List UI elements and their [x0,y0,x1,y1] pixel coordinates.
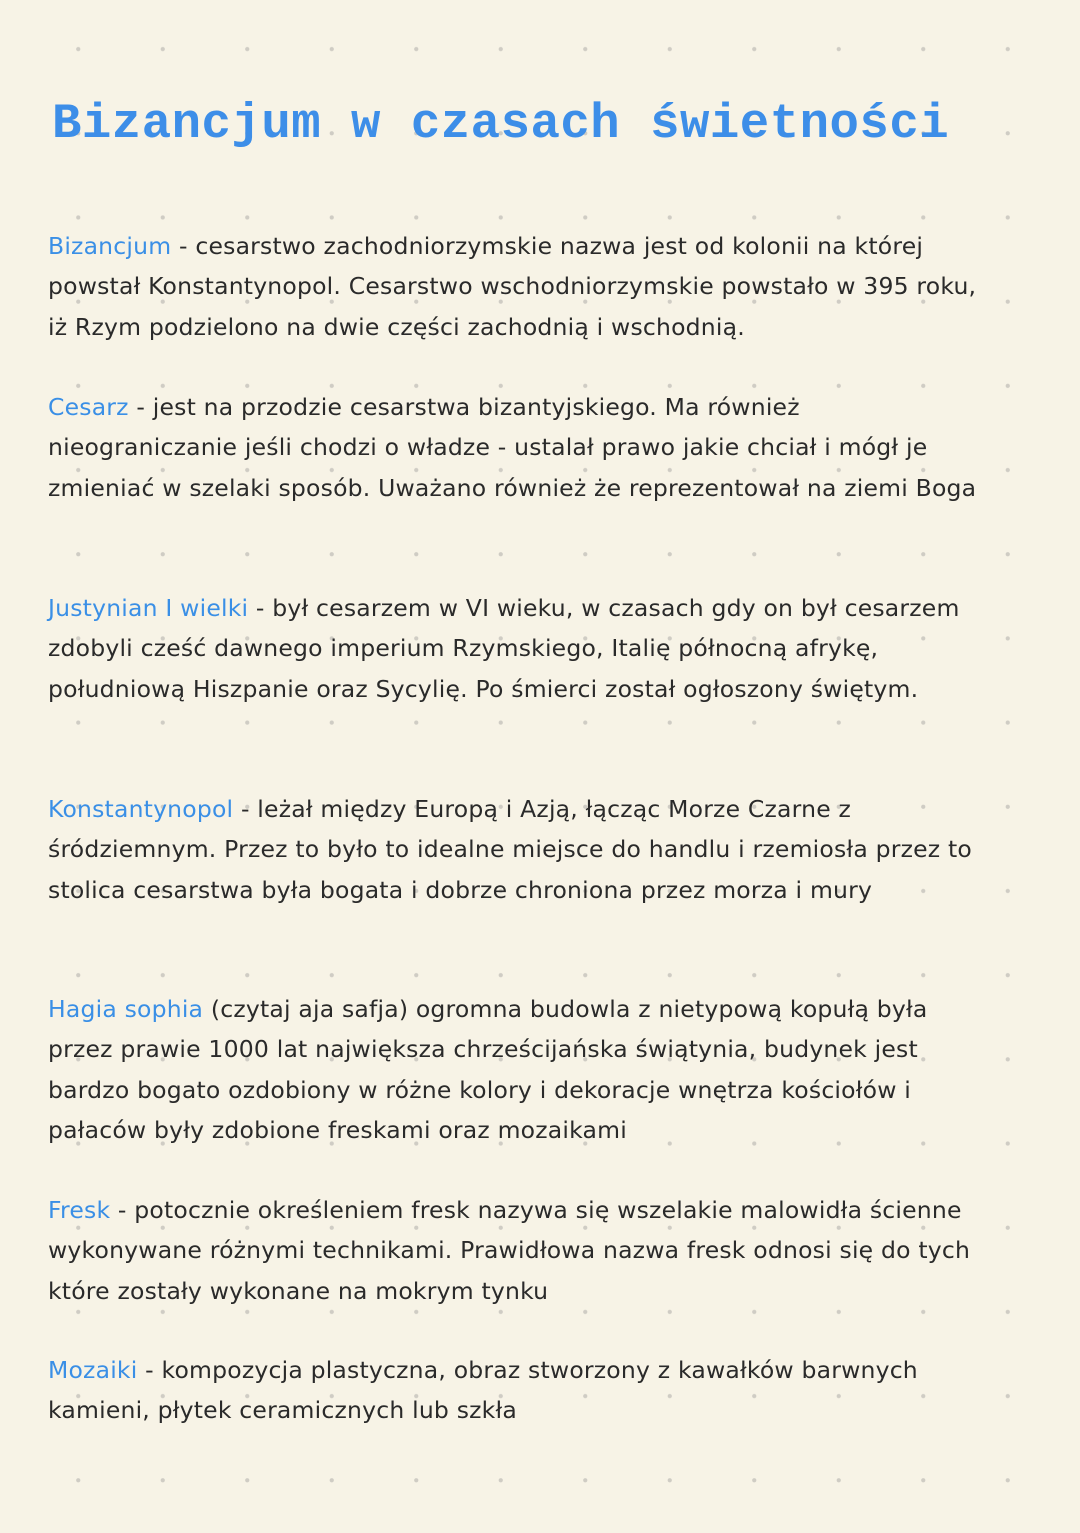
definition-text: (czytaj aja safja) ogromna budowla z nietypową kopułą była przez prawie 1000 lat największa chrześcijańska świątynia, budynek jest bardzo bogato ozdobiony w różne kolory i dekoracje wnętrza kościołów i pałaców były zdobione freskami oraz mozaikami [48,995,928,1144]
page-title: Bizancjum w czasach świetności [52,96,950,152]
definition-text: - kompozycja plastyczna, obraz stworzony z kawałków barwnych kamieni, płytek ceramicznych lub szkła [48,1356,918,1425]
definition-cesarz [48,387,983,508]
definition-konstantynopol [48,789,983,910]
term-label: Hagia sophia [48,995,204,1023]
definition-text: - był cesarzem w VI wieku, w czasach gdy on był cesarzem zdobyli cześć dawnego imperium Rzymskiego, Italię północną afrykę, południową Hiszpanie oraz Sycylię. Po śmierci został ogłoszony świętym. [48,594,960,703]
term-label: Justynian I wielki [48,594,249,622]
term-label: Konstantynopol [48,795,234,823]
term-label: Bizancjum [48,232,172,260]
term-label: Fresk [48,1196,111,1224]
definition-fresk [48,1190,983,1311]
term-label: Cesarz [48,393,129,421]
definition-text: - jest na przodzie cesarstwa bizantyjskiego. Ma również nieograniczanie jeśli chodzi o władze - ustalał prawo jakie chciał i mógł je zmieniać w szelaki sposób. Uważano również że reprezentował na ziemi Boga [48,393,977,502]
definition-hagia-sophia [48,989,983,1150]
definition-text: - cesarstwo zachodniorzymskie nazwa jest od kolonii na której powstał Konstantynopol. Cesarstwo wschodniorzymskie powstało w 395 roku, iż Rzym podzielono na dwie części zachodnią i wschodnią. [48,232,977,341]
definition-justynian [48,588,983,709]
definition-text: - leżał między Europą i Azją, łącząc Morze Czarne z śródziemnym. Przez to było to idealne miejsce do handlu i rzemiosła przez to stolica cesarstwa była bogata i dobrze chroniona przez morza i mury [48,795,972,904]
definition-bizancjum [48,226,983,347]
definition-mozaiki [48,1350,983,1431]
term-label: Mozaiki [48,1356,138,1384]
definition-text: - potocznie określeniem fresk nazywa się wszelakie malowidła ścienne wykonywane różnymi technikami. Prawidłowa nazwa fresk odnosi się do tych które zostały wykonane na mokrym tynku [48,1196,971,1305]
